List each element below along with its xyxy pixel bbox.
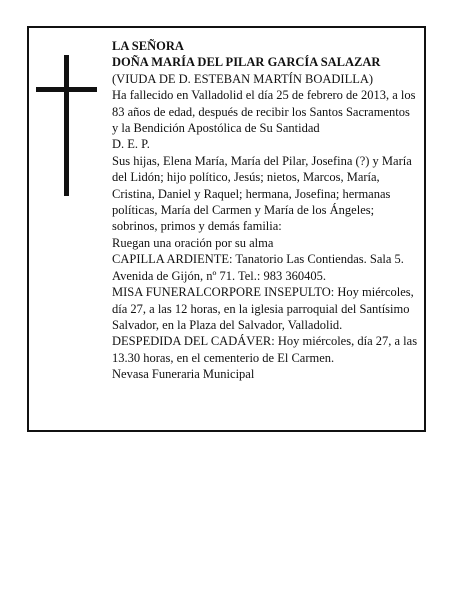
cross-icon — [64, 55, 69, 196]
farewell-info: DESPEDIDA DEL CADÁVER: Hoy miércoles, día 27, a las 13.30 horas, en el cementerio de El Carmen. — [112, 334, 418, 365]
obituary-text — [112, 38, 418, 383]
family-list: Sus hijas, Elena María, María del Pilar, Josefina (?) y María del Lidón; hijo político, Jesús; nietos, Marcos, María, Cristina, Daniel y Raquel; hermana, Josefina; hermanas políticas, María del Carmen y María de los Ángeles; sobrinos, primos y demás familia: — [112, 153, 412, 234]
deceased-name: DOÑA MARÍA DEL PILAR GARCÍA SALAZAR — [112, 55, 381, 70]
rip-line: D. E. P. — [112, 137, 150, 152]
notice-heading: LA SEÑORA — [112, 39, 184, 53]
chapel-info: CAPILLA ARDIENTE: Tanatorio Las Contiendas. Sala 5. Avenida de Gijón, nº 71. Tel.: 983 360405. — [112, 252, 404, 283]
funeral-mass-info: MISA FUNERALCORPORE INSEPULTO: Hoy miércoles, día 27, a las 12 horas, en la iglesia parroquial del Santísimo Salvador, en la Plaza del Salvador, Valladolid. — [112, 285, 414, 332]
widow-of-line: (VIUDA DE D. ESTEBAN MARTÍN BOADILLA) — [112, 71, 374, 86]
cross-icon-arm — [36, 87, 97, 92]
funeral-home: Nevasa Funeraria Municipal — [112, 367, 255, 382]
prayer-request: Ruegan una oración por su alma — [112, 235, 274, 250]
death-announcement: Ha fallecido en Valladolid el día 25 de febrero de 2013, a los 83 años de edad, después de recibir los Santos Sacramentos y la Bendición Apostólica de Su Santidad — [112, 88, 416, 136]
